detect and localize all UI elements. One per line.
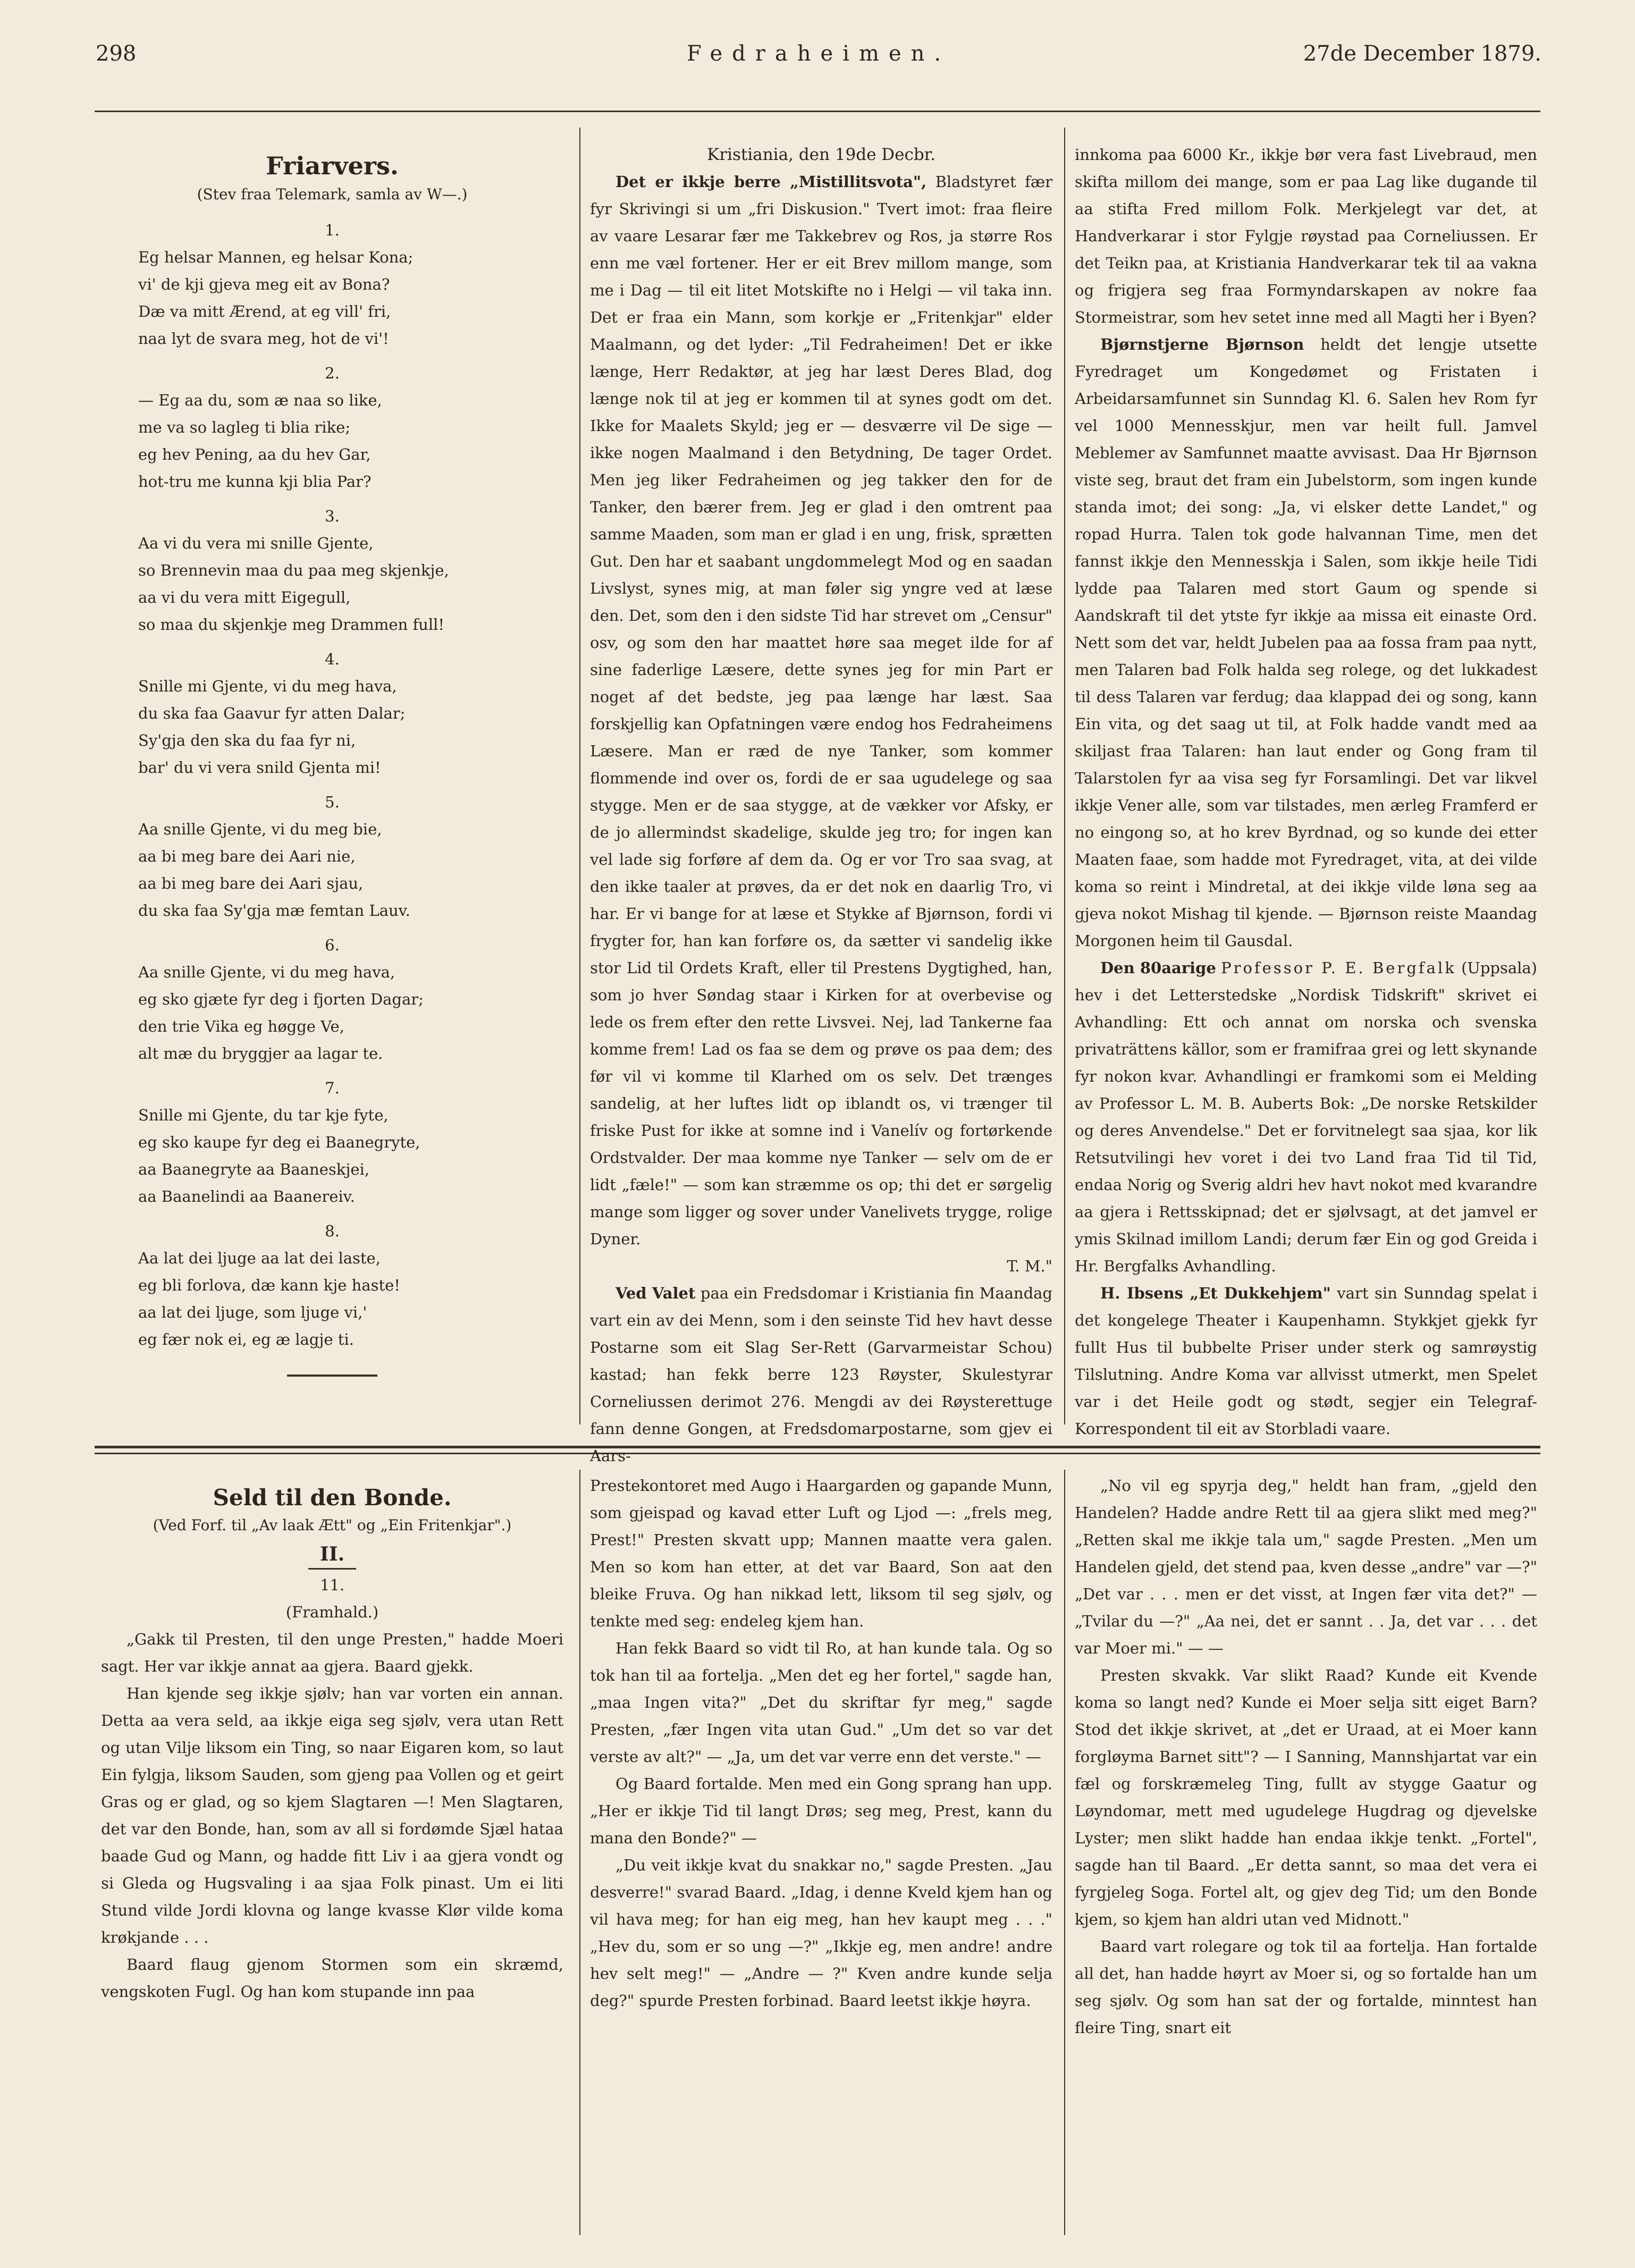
- article-bjornson: [1075, 331, 1537, 955]
- verse-line: eg sko kaupe fyr deg ei Baanegryte,: [138, 1133, 420, 1151]
- stanza-number: 2.: [325, 364, 340, 382]
- verse-line: du ska faa Sy'gja mæ femtan Lauv.: [138, 901, 410, 920]
- verse-line: hot-tru me kunna kji blia Par?: [138, 473, 372, 491]
- verse-line: vi' de kji gjeva meg eit av Bona?: [138, 275, 390, 293]
- verse-line: so maa du skjenkje meg Drammen full!: [138, 616, 445, 634]
- article-ibsen-head: H. Ibsens „Et Dukkehjem": [1100, 1284, 1331, 1302]
- newspaper-title: Fedraheimen.: [686, 41, 951, 66]
- article-valet: [590, 1280, 1052, 1470]
- verse-line: naa lyt de svara meg, hot de vi'!: [138, 330, 389, 348]
- article-valet-continued: innkoma paa 6000 Kr., ikkje bør vera fast Livebraud, men skifta millom dei mange, som er paa Lag like dugande til aa stifta Fred millom Folk. Merkjelegt var det, at Handverkarar i stor Fylgje røystad paa Corneliussen. Er det Teikn paa, at Kristiania Handverkarar tek til aa vakna og frigjera seg fraa Formyndarskapen av nokre faa Stormeistrar, som hev setet inne med all Magti her i Byen?: [1075, 146, 1537, 326]
- serial-paragraph-3: Baard flaug gjenom Stormen som ein skræmd, vengskoten Fugl. Og han kom stupande inn paa: [101, 1955, 563, 2001]
- serial-paragraph-2: Han kjende seg ikkje sjølv; han var vorten ein annan. Detta aa vera seld, aa ikkje eiga seg sjølv, vera utan Rett og utan Vilje liksom ein Ting, so naar Eigaren kom, so laut Ein fylgja, liksom Sauden, som gjeng paa Vollen og et geirt Gras og er glad, og so kjem Slagtaren —! Men Slagtaren, det var den Bonde, han, som av all si fordømde Sjæl hataa baade Gud og Mann, og hadde fitt Liv i aa gjera vondt og si Gleda og Hugsvaling i aa sjaa Folk pinast. Um ei liti Stund vilde Jordi klovna og lange kvasse Klør vilde koma krøkjande . . .: [101, 1684, 563, 1946]
- poem-stanzas: [101, 217, 563, 1353]
- column-divider-1: [579, 128, 580, 1424]
- stanza-number: 1.: [325, 221, 340, 239]
- verse-line: eg hev Pening, aa du hev Gar,: [138, 445, 371, 463]
- article-ibsen: [1075, 1280, 1537, 1443]
- verse-line: Aa snille Gjente, vi du meg hava,: [138, 963, 395, 981]
- verse-line: Aa snille Gjente, vi du meg bie,: [138, 820, 382, 838]
- article-bjornson-head: Bjørnstjerne Bjørnson: [1100, 335, 1304, 353]
- serial-paragraph-4: Prestekontoret med Augo i Haargarden og gapande Munn, som gjeispad og kavad etter Luft og Ljod —: „frels meg, Prest!" Presten skvatt upp; Mannen maatte vera galen. Men so kom han etter, at det var Baard, Son aat den bleike Fruva. Og han nikkad lett, liksom til seg sjølv, og tenkte med seg: endeleg kjem han.: [590, 1477, 1052, 1630]
- poem-subtitle: (Stev fraa Telemark, samla av W—.): [197, 186, 468, 203]
- verse-line: eg bli forlova, dæ kann kje haste!: [138, 1276, 400, 1294]
- column-news-kristiania: [590, 141, 1052, 1470]
- serial-paragraph-10: Baard vart rolegare og tok til aa fortelja. Han fortalde all det, han hadde høyrt av Moer si, og so fortalde han um seg sjølv. Og som han sat der og fortalde, minntest han fleire Ting, snart eit: [1075, 1937, 1537, 2037]
- column-poem: [101, 133, 563, 1377]
- letter-signature: T. M.": [1007, 1257, 1052, 1275]
- poem-end-rule: [287, 1375, 377, 1377]
- serial-title: Seld til den Bonde.: [213, 1485, 452, 1511]
- column-divider-4: [1064, 1470, 1065, 2235]
- serial-subtitle: (Ved Forf. til „Av laak Ætt" og „Ein Fritenkjar".): [153, 1516, 512, 1534]
- stanza-number: 4.: [325, 650, 340, 668]
- verse-line: — Eg aa du, som æ naa so like,: [138, 391, 382, 409]
- article-bergfalk-head: Den 80aarige: [1100, 959, 1216, 977]
- verse-line: aa Baanelindi aa Baanereiv.: [138, 1187, 355, 1205]
- serial-chapter: 11.: [319, 1576, 345, 1594]
- stanza-number: 3.: [325, 507, 340, 525]
- verse-line: aa bi meg bare dei Aari sjau,: [138, 874, 364, 892]
- column-serial-start: [101, 1478, 563, 2005]
- column-news-continued: [1075, 141, 1537, 1443]
- header-rule: [95, 111, 1540, 112]
- dateline: Kristiania, den 19de Decbr.: [707, 145, 936, 164]
- verse-line: alt mæ du bryggjer aa lagar te.: [138, 1044, 383, 1063]
- verse-line: den trie Vika eg høgge Ve,: [138, 1017, 344, 1035]
- serial-part-rule: [308, 1568, 356, 1570]
- column-serial-middle: [590, 1472, 1052, 2014]
- article-bergfalk-name: Professor P. E. Bergfalk: [1221, 959, 1456, 977]
- article-valet-head: Ved Valet: [616, 1284, 696, 1302]
- verse-line: Eg helsar Mannen, eg helsar Kona;: [138, 248, 414, 266]
- stanza-number: 8.: [325, 1222, 340, 1240]
- serial-paragraph-7: „Du veit ikkje kvat du snakkar no," sagde Presten. „Jau desverre!" svarad Baard. „Idag, i denne Kveld kjem han og vil hava meg; for han eig meg, han hev kaupt meg . . ." „Hev du, som er so ung —?" „Ikkje eg, men andre! andre hev selt meg!" — „Andre — ?" Kven andre kunde selja deg?" spurde Presten forbinad. Baard leetst ikkje høyra.: [590, 1856, 1052, 2010]
- column-divider-3: [579, 1470, 580, 2235]
- verse-line: aa Baanegryte aa Baaneskjei,: [138, 1160, 369, 1178]
- article-bergfalk: [1075, 955, 1537, 1280]
- serial-part: II.: [319, 1543, 345, 1565]
- verse-line: aa vi du vera mitt Eigegull,: [138, 588, 351, 606]
- column-serial-end: [1075, 1472, 1537, 2042]
- serial-paragraph-1: „Gakk til Presten, til den unge Presten," hadde Moeri sagt. Her var ikkje annat aa gjera. Baard gjekk.: [101, 1630, 563, 1675]
- column-divider-2: [1064, 128, 1065, 1424]
- verse-line: Snille mi Gjente, du tar kje fyte,: [138, 1106, 389, 1124]
- serial-note: (Framhald.): [285, 1603, 379, 1621]
- serial-paragraph-5: Han fekk Baard so vidt til Ro, at han kunde tala. Og so tok han til aa fortelja. „Men det eg her fortel," sagde han, „maa Ingen vita?" „Det du skriftar fyr meg," sagde Presten, „fær Ingen vita utan Gud." „Um det so var det verste av alt?" — „Ja, um det var verre enn det verste." —: [590, 1639, 1052, 1766]
- verse-line: aa lat dei ljuge, som ljuge vi,': [138, 1303, 367, 1321]
- verse-line: aa bi meg bare dei Aari nie,: [138, 847, 356, 865]
- verse-line: Aa vi du vera mi snille Gjente,: [138, 534, 374, 552]
- article-ibsen-body: vart sin Sunndag spelat i det kongelege Theater i Kaupenhamn. Stykkjet gjekk fyr fullt Hus til bubbelte Priser under sterk og samrøystig Tilslutning. Andre Koma var allvisst utmerkt, men Spelet var i det Heile godt og stødt, segjer ein Telegraf-Korrespondent til eit av Storbladi vaare.: [1075, 1284, 1537, 1438]
- verse-line: so Brennevin maa du paa meg skjenkje,: [138, 561, 449, 579]
- verse-line: Snille mi Gjente, vi du meg hava,: [138, 677, 397, 695]
- verse-line: bar' du vi vera snild Gjenta mi!: [138, 758, 381, 777]
- verse-line: Dæ va mitt Ærend, at eg vill' fri,: [138, 302, 391, 321]
- verse-line: Sy'gja den ska du faa fyr ni,: [138, 731, 356, 749]
- verse-line: eg sko gjæte fyr deg i fjorten Dagar;: [138, 990, 424, 1008]
- verse-line: du ska faa Gaavur fyr atten Dalar;: [138, 704, 406, 722]
- serial-paragraph-9: Presten skvakk. Var slikt Raad? Kunde eit Kvende koma so langt ned? Kunde ei Moer selja sitt eiget Barn? Stod det ikkje skrivet, at „det er Uraad, at ei Moer kann forgløyma Barnet sitt"? — I Sanning, Mannshjartat var ein fæl og forskræmeleg Ting, fullt av stygge Gaatur og Løyndomar, mett med ugudelege Hugdrag og djevelske Lyster; men slikt hadde han endaa ikkje tenkt. „Fortel", sagde han til Baard. „Er detta sannt, so maa det vera ei fyrgjeleg Soga. Fortel alt, og gjev deg Tid; um den Bonde kjem, so kjem han aldri utan ved Midnott.": [1075, 1666, 1537, 1928]
- article-bergfalk-body: (Uppsala) hev i det Letterstedske „Nordisk Tidskrift" skrivet ei Avhandling: Ett och annat om norska och svenska privaträttens källor, som er framifraa grei og lett skynande fyr nokon kvar. Avhandlingi er framkomi som ei Melding av Professor L. M. B. Auberts Bok: „De norske Retskilder og deres Anvendelse." Det er forvitnelegt saa sjaa, kor lik Retsutvilingi hev voret i dei tvo Land fraa Tid til Tid, endaa Norig og Sverig aldri hev havt nokot med kvarandre aa gjera i Rettsskipnad; det er sjølvsagt, at det jamvel er ymis Skilnad imillom Landi; derum fær Ein og god Greida i Hr. Bergfalks Avhandling.: [1075, 959, 1537, 1275]
- page-header: [80, 41, 1557, 84]
- serial-paragraph-8: „No vil eg spyrja deg," heldt han fram, „gjeld den Handelen? Hadde andre Rett til aa gjera slikt med meg?" „Retten skal me ikkje tala um," sagde Presten. „Men um Handelen gjeld, det stend paa, kven desse „andre" var —?" „Det var . . . men er det visst, at Ingen fær vita det?" — „Tvilar du —?" „Aa nei, det er sannt . . Ja, det var . . . det var Moer mi." — —: [1075, 1477, 1537, 1657]
- stanza-number: 6.: [325, 936, 340, 954]
- article-mistillit-body: Bladstyret fær fyr Skrivingi si um „fri Diskusion." Tvert imot: fraa fleire av vaare Lesarar fær me Takkebrev og Ros, ja større Ros enn me væl fortener. Her er eit Brev millom mange, som me i Dag — til eit litet Motskifte no i Helgi — vil taka inn. Det er fraa ein Mann, som korkje er „Fritenkjar" elder Maalmann, og det lyder: „Til Fedraheimen! Det er ikke længe, Herr Redaktør, at jeg har læst Deres Blad, dog længe nok til at jeg er kommen til at synes godt om det. Ikke for Maalets Skyld; jeg er — desværre vil De sige — ikke nogen Maalmand i den Betydning, De tager Ordet. Men jeg liker Fedraheimen og jeg takker den for de Tanker, den bærer frem. Jeg er glad i den omtrent paa samme Maaden, som man er glad i en ung, frisk, sprætten Gut. Den har et saabant ungdommelegt Mod og en saadan Livslyst, synes mig, at man føler sig yngre ved at læse den. Det, som den i den sidste Tid har strevet om „Censur" osv, og som den har maattet høre saa meget ilde for af sine faderlige Læsere, dette synes jeg for min Part er noget af det bedste, jeg paa længe har læst. Saa forskjellig kan Opfatningen være endog hos Fedraheimens Læsere. Man er ræd de nye Tanker, som kommer flommende ind over os, fordi de er saa ugudelege og saa stygge. Men er de saa stygge, at de vækker vor Afsky, er de jo allermindst skadelige, skulde jeg tro; for ingen kan vel lade sig forføre af dem da. Og er vor Tro saa svag, at den ikke taaler at prøves, da er det nok en daarlig Tro, vi har. Er vi bange for at læse et Stykke af Bjørnson, fordi vi frygter for, han kan forføre os, da sætter vi sandelig ikke stor Lid til Ordets Kraft, eller til Prestens Dygtighed, han, som jo hver Søndag staar i Kirken for at overbevise og lede os frem efter den rette Livsvei. Nej, lad Tankerne faa komme frem! Lad os faa se dem og prøve os paa dem; des før vil vi komme til Klarhed om os selv. Det trænges sandelig, at her luftes lidt op iblandt os, vi trænger til friske Pust for ikke at somne ind i Vanelív og fortørkende Ordstvalder. Der maa komme nye Tanker — selv om de er lidt „fæle!" — som kan stræmme os op; thi det er sørgelig mange som ligger og sover under Vanelivets trygge, rolige Dyner.: [590, 173, 1052, 1248]
- stanza-number: 5.: [325, 793, 340, 811]
- verse-line: me va so lagleg ti blia rike;: [138, 418, 351, 436]
- verse-line: eg fær nok ei, eg æ lagje ti.: [138, 1330, 354, 1348]
- article-mistillit-head: Det er ikkje berre „Mistillitsvota",: [616, 173, 927, 191]
- article-valet-body: paa ein Fredsdomar i Kristiania fin Maandag vart ein av dei Menn, som i den seinste Tid hev havt desse Postarne som eit Slag Ser-Rett (Garvarmeistar Schou) kastad; han fekk berre 123 Røyster, Skulestyrar Corneliussen derimot 276. Mengdi av dei Røysterettuge fann denne Gongen, at Fredsdomarpostarne, som gjev ei Aars-: [590, 1284, 1052, 1465]
- page-number: 298: [96, 41, 137, 66]
- article-mistillit: [590, 168, 1052, 1253]
- issue-date: 27de December 1879.: [1303, 41, 1541, 66]
- serial-paragraph-6: Og Baard fortalde. Men med ein Gong sprang han upp. „Her er ikkje Tid til langt Drøs; seg meg, Prest, kann du mana den Bonde?" —: [590, 1775, 1052, 1847]
- stanza-number: 7.: [325, 1079, 340, 1097]
- verse-line: Aa lat dei ljuge aa lat dei laste,: [138, 1249, 381, 1267]
- article-bjornson-body: heldt det lengje utsette Fyredraget um Kongedømet og Fristaten i Arbeidarsamfunnet sin Sunndag Kl. 6. Salen hev Rom fyr vel 1000 Mennesskjur, men var heilt full. Jamvel Meblemer av Samfunnet maatte avvisast. Daa Hr Bjørnson viste seg, braut det fram ein Jubelstorm, som ingen kunde standa imot; dei song: „Ja, vi elsker dette Landet," og ropad Hurra. Talen tok gode halvannan Time, men det fannst ikkje den Mennesskja i Salen, som ikkje heile Tidi lydde paa Talaren med stort Gaum og spende si Aandskraft til det ytste fyr ikkje aa missa eit einaste Ord. Nett som det var, heldt Jubelen paa aa fossa fram paa nytt, men Talaren bad Folk halda seg rolege, og det lukkadest til dess Talaren var ferdug; daa klappad dei og song, kann Ein vita, og det saag ut til, at Folk hadde vandt med aa skiljast fraa Talaren: han laut ender og Gong fram til Talarstolen fyr aa visa seg fyr Forsamlingi. Det var likvel ikkje Vener alle, som var tilstades, men ærleg Framferd er no eingong so, at ho krev Byrdnad, og so kunde dei etter Maaten faae, som hadde mot Fyredraget, vita, at dei vilde koma so reint i Mindretal, at dei ikkje vilde løna seg aa gjeva nokot Mishag til kjende. — Bjørnson reiste Maandag Morgonen heim til Gausdal.: [1075, 335, 1538, 950]
- poem-title: Friarvers.: [266, 151, 399, 180]
